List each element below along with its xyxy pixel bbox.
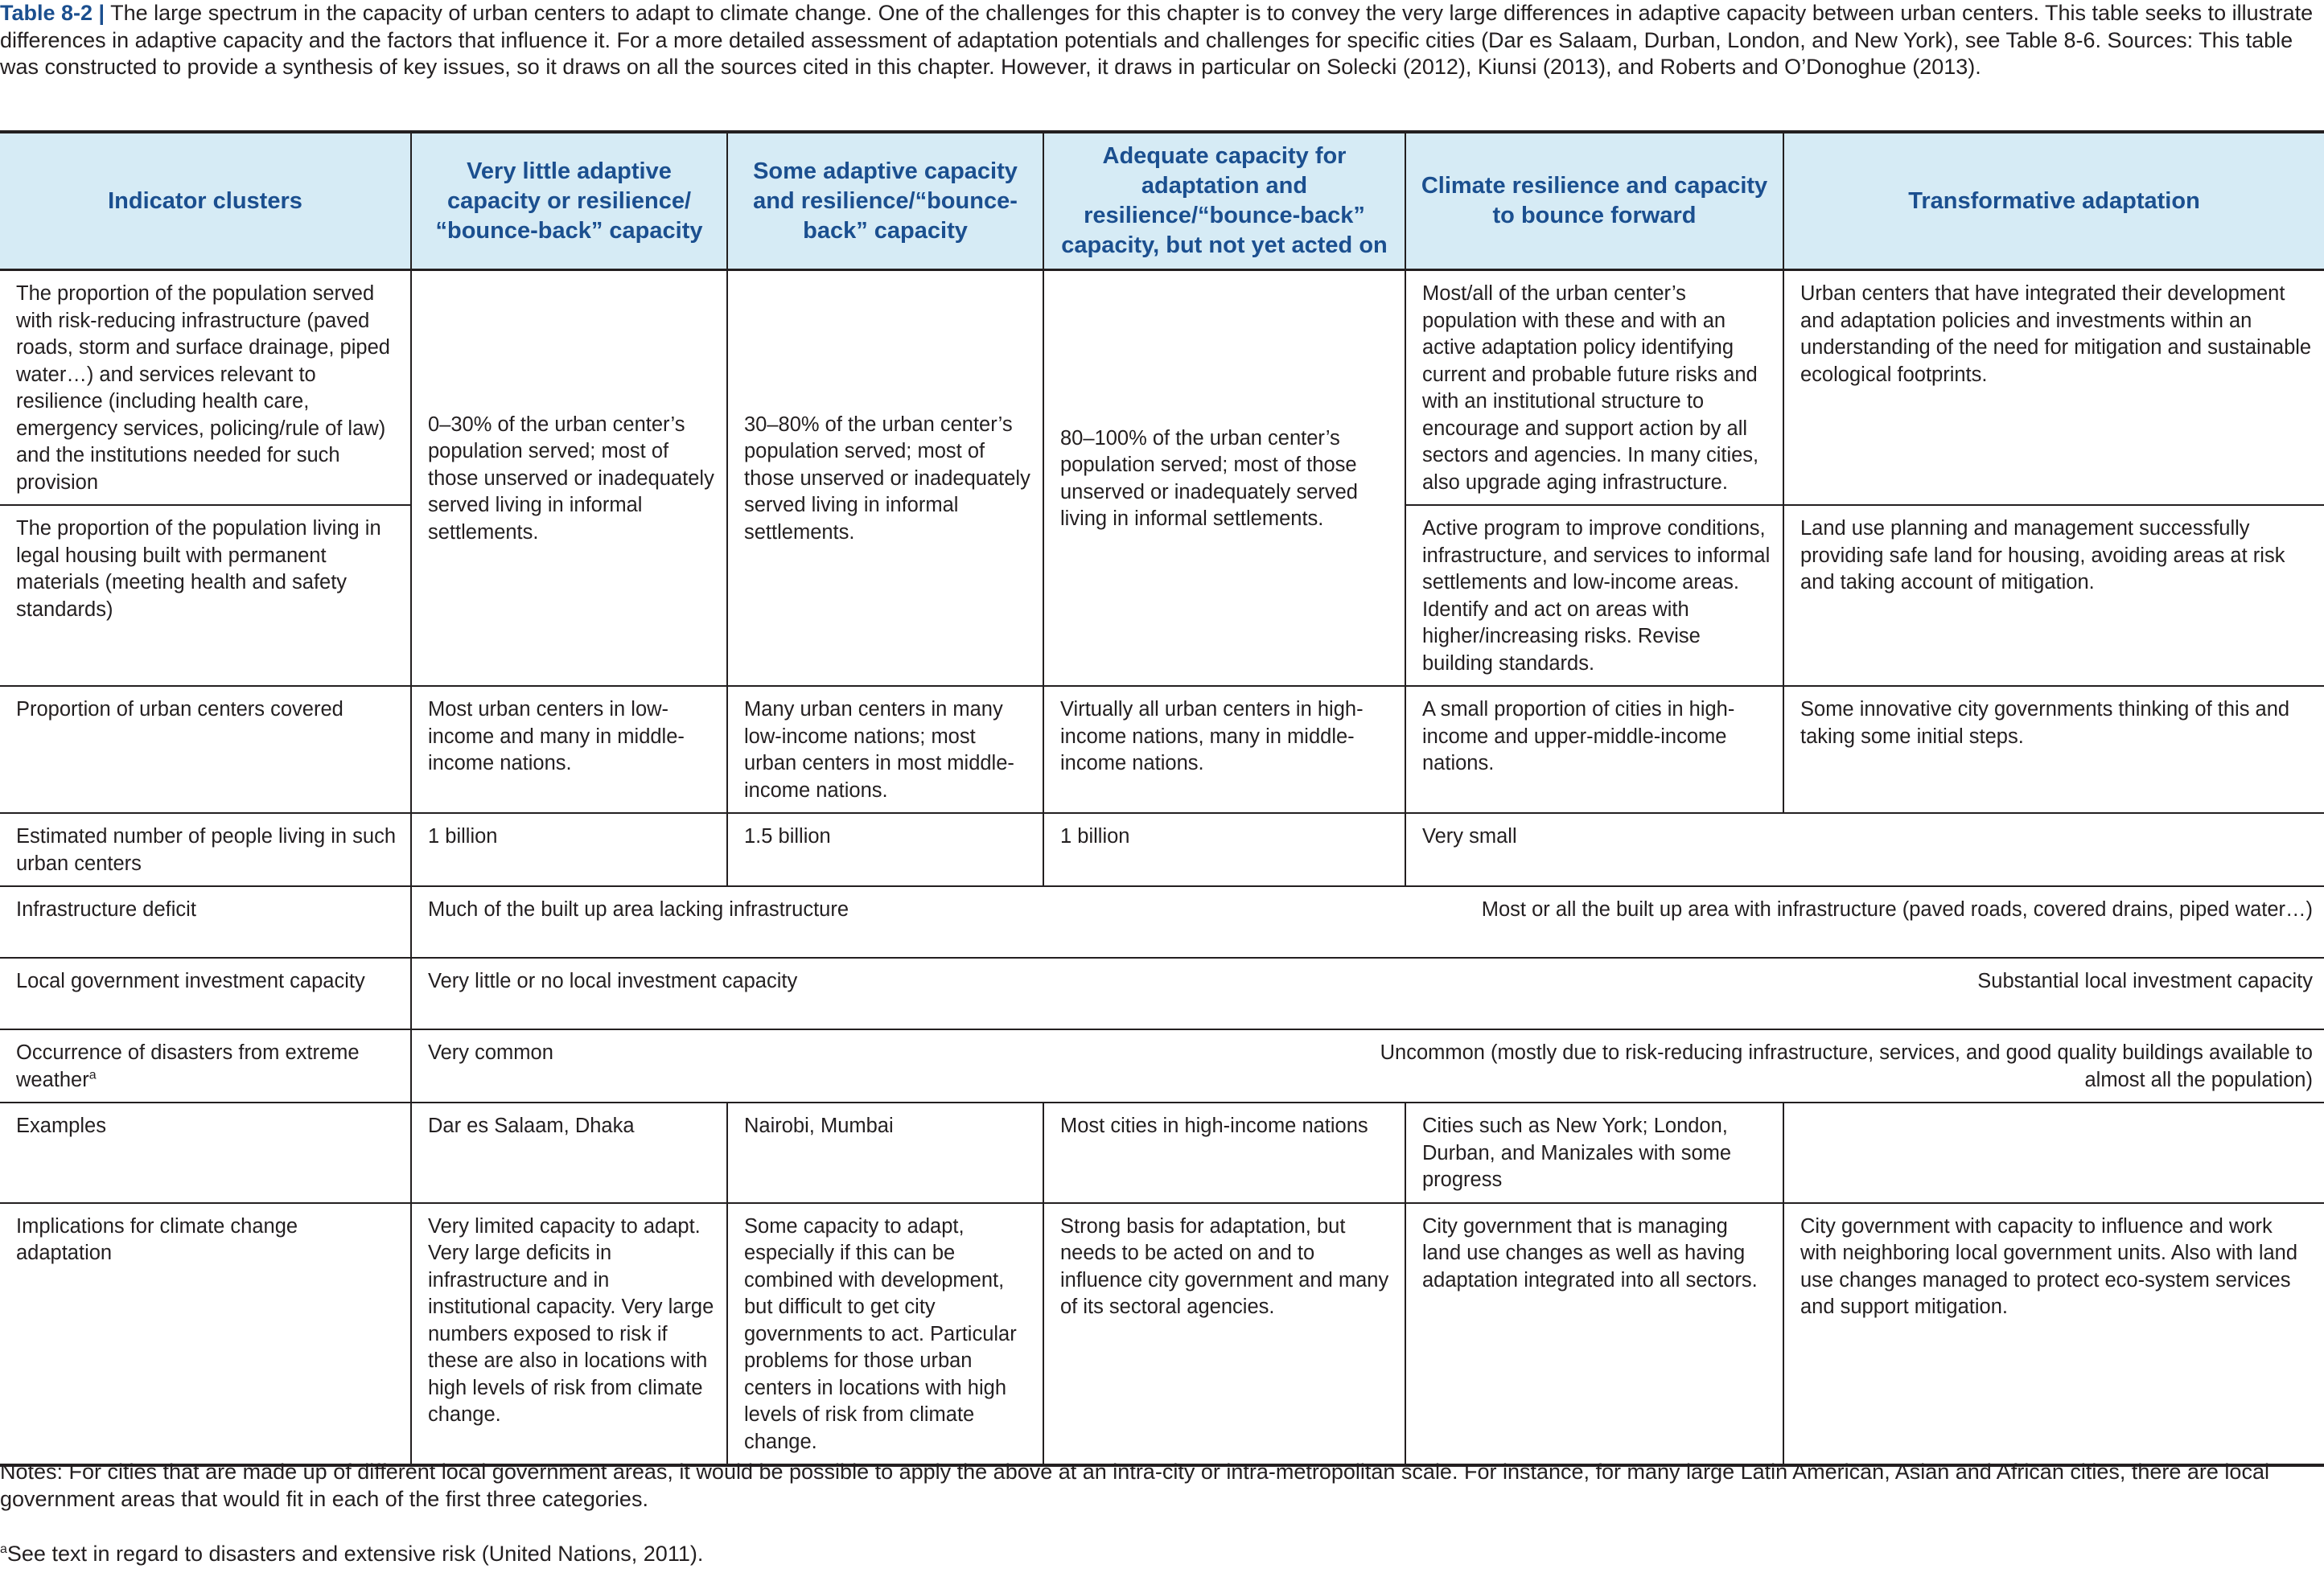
caption-text: The large spectrum in the capacity of urban centers to adapt to climate change. One of the challenges for this chapter is to convey the very large differences in adaptive capacity between urban centers. This table seeks to illustrate differences in adaptive capacity and the factors that influence it. For a more detailed assessment of adaptation potentials and challenges for specific cities (Dar es Salaam, Durban, London, and New York), see Table 8-6. Sources: This table was constructed to provide a synthesis of key issues, so it draws on all the sources cited in this chapter. However, it draws in particular on Solecki (2012), Kiunsi (2013), and Roberts and O’Donoghue (2013). bbox=[0, 1, 2314, 79]
table-row bbox=[0, 686, 2324, 813]
cell-value: Virtually all urban centers in high-income nations, many in middle-income nations. bbox=[1043, 686, 1405, 813]
cell-value: Most cities in high-income nations bbox=[1043, 1103, 1405, 1203]
table-footnote bbox=[0, 1541, 703, 1568]
spanning-cell bbox=[411, 1029, 2324, 1103]
header-row bbox=[0, 132, 2324, 270]
cell-value: Active program to improve conditions, infrastructure, and services to informal settlements and low-income areas. Identify and act on areas with higher/increasing risks. Revise building standards. bbox=[1405, 505, 1783, 686]
spanning-cell bbox=[411, 958, 2324, 1029]
cell-value: Very limited capacity to adapt. Very large deficits in infrastructure and in institutional capacity. Very large numbers exposed to risk if these are also in locations with high levels of risk from climate change. bbox=[411, 1203, 727, 1466]
cell-value: Strong basis for adaptation, but needs to be acted on and to influence city government and many of its sectoral agencies. bbox=[1043, 1203, 1405, 1466]
scale-high-text: Uncommon (mostly due to risk-reducing infrastructure, services, and good quality buildings available to almost all the population) bbox=[1380, 1041, 2313, 1091]
row-label: The proportion of the population living in legal housing built with permanent materials (meeting health and safety standards) bbox=[0, 505, 411, 686]
table-row bbox=[0, 1103, 2324, 1203]
spanning-cell bbox=[411, 886, 2324, 958]
cell-value: Cities such as New York; London, Durban, and Manizales with some progress bbox=[1405, 1103, 1783, 1203]
table-notes: Notes: For cities that are made up of different local government areas, it would be possible to apply the above at an intra-city or intra-metropolitan scale. For instance, for many large Latin American, Asian and African cities, there are local government areas that would fit in each of the first three categories. bbox=[0, 1460, 2269, 1511]
cell-value: A small proportion of cities in high-income and upper-middle-income nations. bbox=[1405, 686, 1783, 813]
cell-value: 80–100% of the urban center’s population served; most of those unserved or inadequately served living in informal settlements. bbox=[1043, 270, 1405, 687]
cell-value: Most urban centers in low-income and many in middle-income nations. bbox=[411, 686, 727, 813]
cell-value: Some capacity to adapt, especially if this can be combined with development, but difficult to get city governments to act. Particular problems for those urban centers in locations with high levels of risk from climate change. bbox=[727, 1203, 1043, 1466]
table-caption bbox=[0, 0, 2317, 81]
table-row bbox=[0, 813, 2324, 886]
scale-high-text: Most or all the built up area with infrastructure (paved roads, covered drains, piped water…) bbox=[1481, 898, 2313, 921]
cell-value: Land use planning and management successfully providing safe land for housing, avoiding areas at risk and taking account of mitigation. bbox=[1783, 505, 2324, 686]
header-indicator-clusters: Indicator clusters bbox=[0, 132, 411, 270]
cell-value: 30–80% of the urban center’s population served; most of those unserved or inadequately served living in informal settlements. bbox=[727, 270, 1043, 687]
cell-value: Most/all of the urban center’s population with these and with an active adaptation policy identifying current and probable future risks and with an institutional structure to encourage and support action by all sectors and agencies. In many cities, also upgrade aging infrastructure. bbox=[1405, 270, 1783, 506]
row-label-text: Occurrence of disasters from extreme weather bbox=[16, 1041, 360, 1091]
cell-value: Nairobi, Mumbai bbox=[727, 1103, 1043, 1203]
cell-value: City government that is managing land use changes as well as having adaptation integrated into all sectors. bbox=[1405, 1203, 1783, 1466]
footnote-marker: a bbox=[88, 1068, 97, 1082]
row-label: Infrastructure deficit bbox=[0, 886, 411, 958]
table-row bbox=[0, 1203, 2324, 1466]
scale-low-text: Very little or no local investment capacity bbox=[428, 970, 798, 992]
row-label: Estimated number of people living in such urban centers bbox=[0, 813, 411, 886]
row-label: Local government investment capacity bbox=[0, 958, 411, 1029]
footnote-marker: a bbox=[0, 1542, 7, 1556]
cell-value: 1.5 billion bbox=[727, 813, 1043, 886]
cell-value: Dar es Salaam, Dhaka bbox=[411, 1103, 727, 1203]
cell-value: Many urban centers in many low-income nations; most urban centers in most middle-income nations. bbox=[727, 686, 1043, 813]
row-label: The proportion of the population served with risk-reducing infrastructure (paved roads, storm and surface drainage, piped water…) and services relevant to resilience (including health care, emergency services, policing/rule of law) and the institutions needed for such provision bbox=[0, 270, 411, 506]
cell-value bbox=[1783, 1103, 2324, 1203]
row-label: Implications for climate change adaptation bbox=[0, 1203, 411, 1466]
cell-value: City government with capacity to influence and work with neighboring local government units. Also with land use changes managed to protect eco-system services and support mitigation. bbox=[1783, 1203, 2324, 1466]
cell-value: Some innovative city governments thinking of this and taking some initial steps. bbox=[1783, 686, 2324, 813]
header-very-little-capacity: Very little adaptive capacity or resilience/ “bounce-back” capacity bbox=[411, 132, 727, 270]
table-row bbox=[0, 886, 2324, 958]
footnote-text: See text in regard to disasters and extensive risk (United Nations, 2011). bbox=[6, 1542, 704, 1566]
scale-high-text: Substantial local investment capacity bbox=[1977, 970, 2313, 992]
table-row bbox=[0, 270, 2324, 506]
row-label: Examples bbox=[0, 1103, 411, 1203]
cell-value: 1 billion bbox=[411, 813, 727, 886]
cell-value: Urban centers that have integrated their development and adaptation policies and investments within an understanding of the need for mitigation and sustainable ecological footprints. bbox=[1783, 270, 2324, 506]
header-some-capacity: Some adaptive capacity and resilience/“bounce-back” capacity bbox=[727, 132, 1043, 270]
row-label bbox=[0, 1029, 411, 1103]
row-label: Proportion of urban centers covered bbox=[0, 686, 411, 813]
adaptive-capacity-table bbox=[0, 130, 2324, 1467]
header-transformative-adaptation: Transformative adaptation bbox=[1783, 132, 2324, 270]
cell-value: Very small bbox=[1405, 813, 2324, 886]
header-adequate-capacity: Adequate capacity for adaptation and resilience/“bounce-back” capacity, but not yet acted on bbox=[1043, 132, 1405, 270]
table-row bbox=[0, 958, 2324, 1029]
header-climate-resilience: Climate resilience and capacity to bounce forward bbox=[1405, 132, 1783, 270]
cell-value: 1 billion bbox=[1043, 813, 1405, 886]
table-number: Table 8-2 | bbox=[0, 1, 105, 25]
table-row bbox=[0, 1029, 2324, 1103]
cell-value: 0–30% of the urban center’s population served; most of those unserved or inadequately served living in informal settlements. bbox=[411, 270, 727, 687]
scale-low-text: Much of the built up area lacking infrastructure bbox=[428, 898, 849, 921]
scale-low-text: Very common bbox=[428, 1041, 553, 1064]
